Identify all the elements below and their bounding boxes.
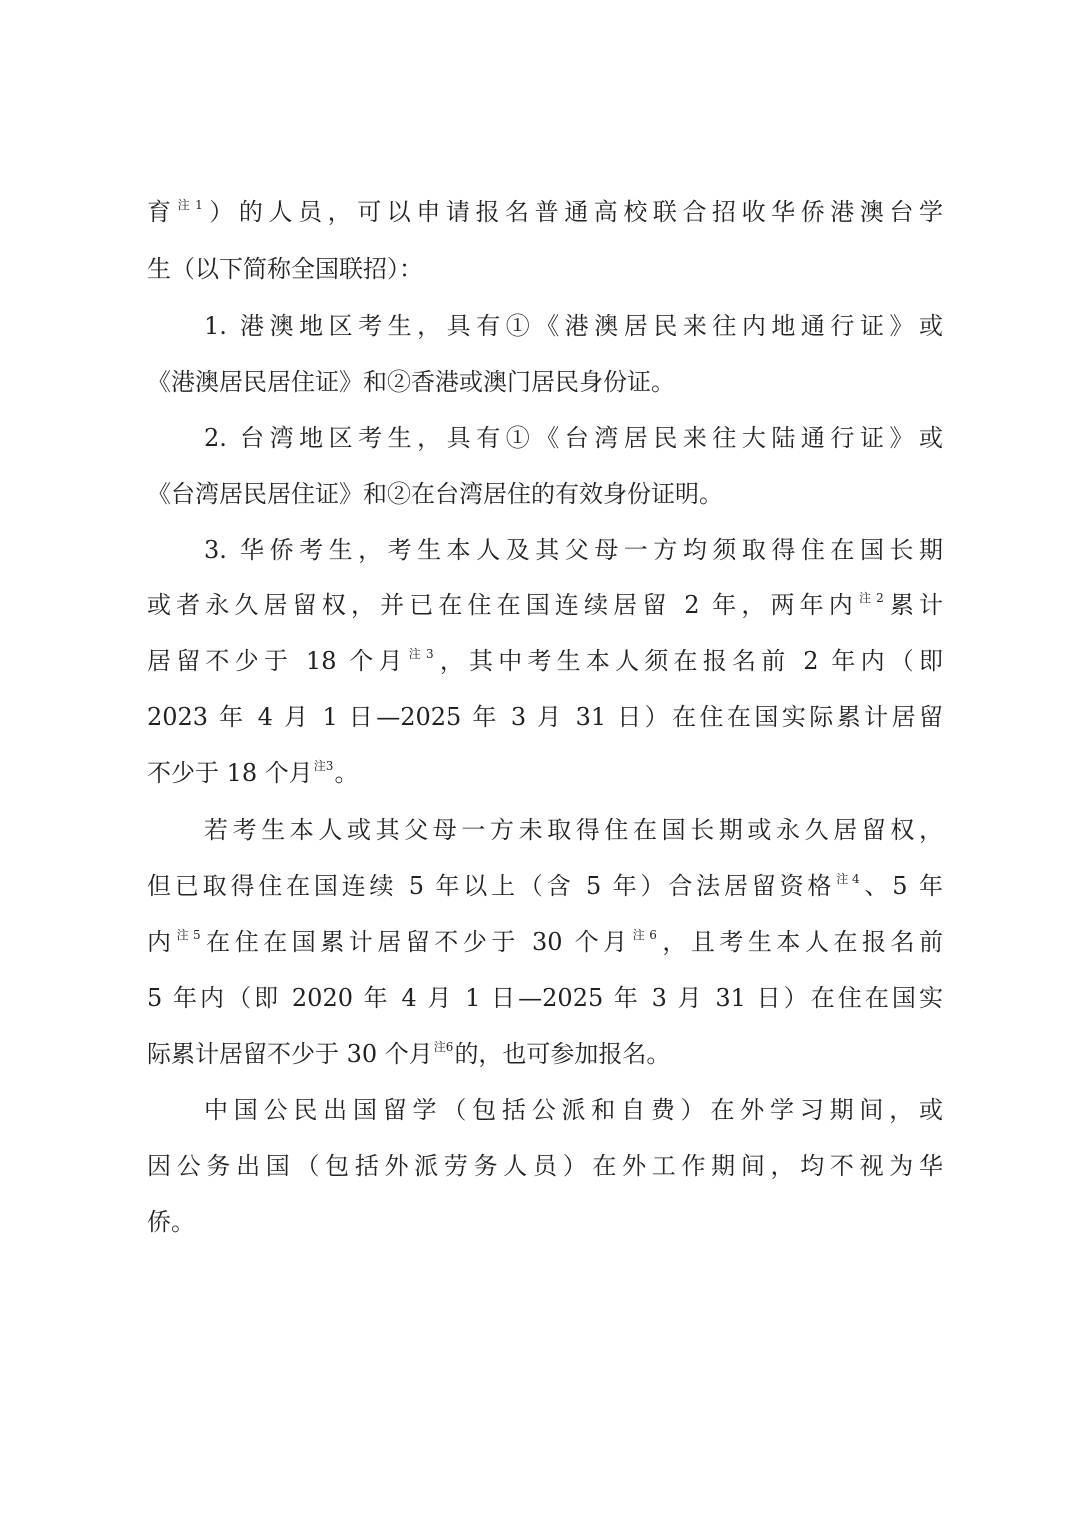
line-text: 。 [334,759,359,787]
line-text: 《港澳居民居住证》和②香港或澳门居民身份证。 [147,368,675,396]
line-text: 3. 华侨考生，考生本人及其父母一方均须取得住在国长期 [204,536,943,564]
body-line [147,474,943,514]
line-text: 但已取得住在国连续 5 年以上（含 5 年）合法居留资格 [147,872,836,900]
body-line [147,249,943,289]
footnote-marker: 注6 [632,928,657,942]
line-text: 累计 [884,591,943,619]
list-item-taiwan [204,418,943,458]
list-item-overseas-chinese [204,530,943,570]
body-line [147,866,943,906]
body-line [147,585,943,625]
line-text: 1. 港澳地区考生，具有①《港澳居民来往内地通行证》或 [204,312,943,340]
line-text: 5 年内（即 2020 年 4 月 1 日—2025 年 3 月 31 日）在住在国实 [147,984,943,1012]
footnote-marker: 注2 [858,591,884,605]
footnote-marker: 注5 [176,928,201,942]
footnote-marker: 注6 [433,1040,454,1054]
line-text: 《台湾居民居住证》和②在台湾居住的有效身份证明。 [147,480,723,508]
line-text: 2023 年 4 月 1 日—2025 年 3 月 31 日）在住在国实际累计居留 [147,703,943,731]
line-text: 若考生本人或其父母一方未取得住在国长期或永久居留权， [204,816,943,844]
body-line [147,697,943,737]
footnote-marker: 注3 [408,647,434,661]
line-text: 际累计居留不少于 30 个月 [147,1040,433,1068]
body-line [147,1202,943,1242]
line-text: 或者永久居留权，并已在住在国连续居留 2 年，两年内 [147,591,858,619]
body-line [147,753,943,793]
line-text: 不少于 18 个月 [147,759,313,787]
line-text: 的，也可参加报名。 [454,1040,671,1068]
footnote-marker: 注1 [177,198,203,212]
line-text: 、5 年 [860,872,943,900]
body-line [147,1034,943,1074]
footnote-marker: 注4 [836,872,860,886]
line-text: 育 [147,198,177,226]
footnote-marker: 注3 [313,759,334,773]
paragraph-start [204,810,943,850]
body-line [147,192,943,232]
body-line [147,641,943,681]
line-text: 居留不少于 18 个月 [147,647,408,675]
body-line [147,922,943,962]
line-text: 中国公民出国留学（包括公派和自费）在外学习期间，或 [204,1096,943,1124]
line-text: 在住在国累计居留不少于 30 个月 [201,928,632,956]
body-line [147,1146,943,1186]
line-text: 生（以下简称全国联招）： [147,255,423,283]
line-text: 2. 台湾地区考生，具有①《台湾居民来往大陆通行证》或 [204,424,943,452]
paragraph-start [204,1090,943,1130]
list-item-hongkong-macao [204,306,943,346]
line-text: ，且考生本人在报名前 [657,928,943,956]
line-text: ，其中考生本人须在报名前 2 年内（即 [434,647,943,675]
line-text: ）的人员，可以申请报名普通高校联合招收华侨港澳台学 [203,198,943,226]
line-text: 侨。 [147,1208,195,1236]
line-text: 因公务出国（包括外派劳务人员）在外工作期间，均不视为华 [147,1152,943,1180]
body-line [147,978,943,1018]
line-text: 内 [147,928,176,956]
body-line [147,362,943,402]
